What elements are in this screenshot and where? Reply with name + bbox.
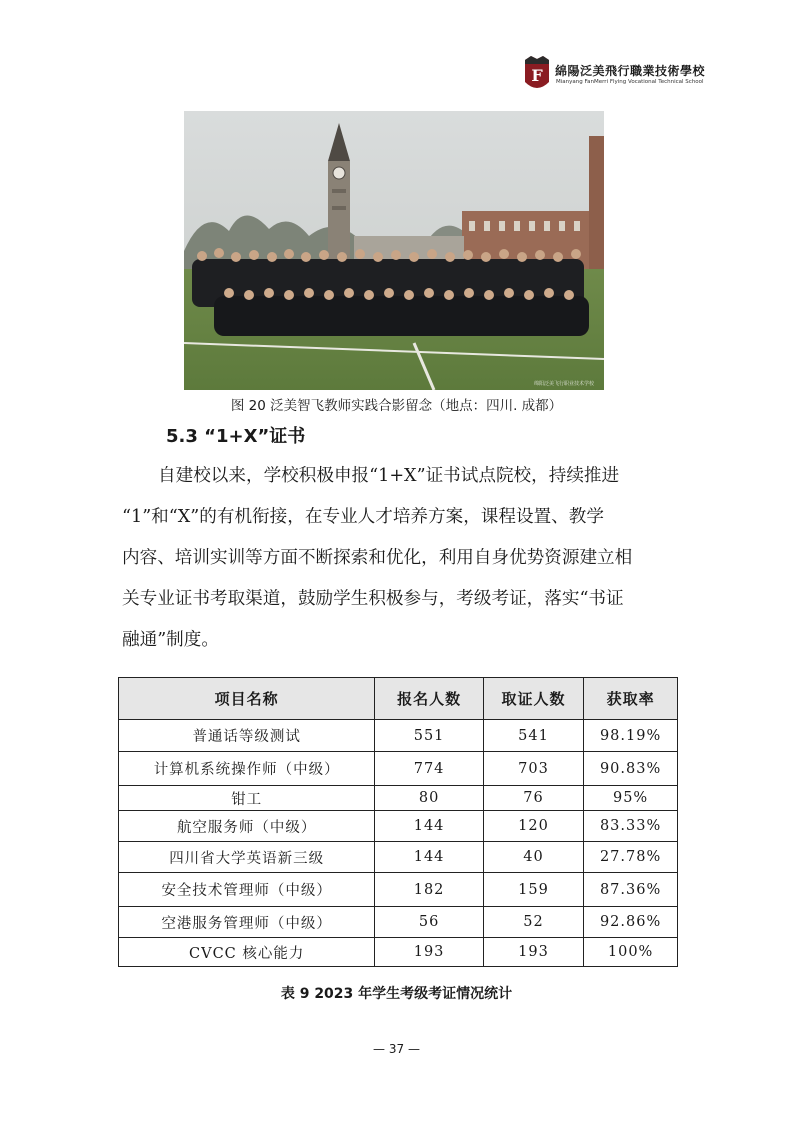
logo-letter: F: [531, 66, 543, 85]
school-logo-icon: [523, 56, 551, 94]
photo-watermark: 绵阳泛美飞行职业技术学校: [533, 381, 594, 387]
cell-registered: 182: [375, 873, 483, 907]
cell-rate: 83.33%: [584, 811, 678, 842]
group-photo: [184, 111, 604, 390]
school-name-en: Mianyang FanMerri Flying Vocational Technical School: [556, 79, 704, 85]
cell-project: 航空服务师（中级）: [119, 811, 375, 842]
cell-project: CVCC 核心能力: [119, 938, 375, 967]
cell-registered: 551: [375, 720, 483, 752]
cell-registered: 56: [375, 907, 483, 938]
table-row: [119, 842, 678, 873]
cell-certified: 703: [483, 752, 583, 786]
cell-certified: 120: [483, 811, 583, 842]
header-rate: 获取率: [584, 678, 678, 720]
paragraph-line: “1”和“X”的有机衔接，在专业人才培养方案，课程设置、教学: [122, 507, 604, 527]
cell-certified: 40: [483, 842, 583, 873]
cell-project: 空港服务管理师（中级）: [119, 907, 375, 938]
table-row: [119, 938, 678, 967]
cell-rate: 90.83%: [584, 752, 678, 786]
table-row: [119, 752, 678, 786]
page-number: — 37 —: [373, 1042, 420, 1056]
cell-certified: 76: [483, 786, 583, 811]
header-project-name: 项目名称: [119, 678, 375, 720]
cell-registered: 144: [375, 842, 483, 873]
cell-project: 安全技术管理师（中级）: [119, 873, 375, 907]
page-header: [523, 56, 706, 100]
cell-rate: 100%: [584, 938, 678, 967]
header-registered: 报名人数: [375, 678, 483, 720]
paragraph-line: 内容、培训实训等方面不断探索和优化，利用自身优势资源建立相: [122, 548, 633, 568]
header-certified: 取证人数: [483, 678, 583, 720]
table-row: [119, 907, 678, 938]
cell-registered: 80: [375, 786, 483, 811]
cell-registered: 774: [375, 752, 483, 786]
school-name-cn: 綿陽泛美飛行職業技術學校: [555, 64, 706, 78]
cell-registered: 193: [375, 938, 483, 967]
cell-certified: 193: [483, 938, 583, 967]
cell-certified: 159: [483, 873, 583, 907]
cell-certified: 52: [483, 907, 583, 938]
paragraph-line: 关专业证书考取渠道，鼓励学生积极参与，考级考证，落实“书证: [122, 589, 624, 609]
figure-caption: 图 20 泛美智飞教师实践合影留念（地点：四川. 成都）: [230, 398, 563, 414]
table-row: [119, 873, 678, 907]
table-row: [119, 811, 678, 842]
body-paragraph: [122, 456, 692, 661]
cell-rate: 27.78%: [584, 842, 678, 873]
cell-project: 四川省大学英语新三级: [119, 842, 375, 873]
paragraph-line: 自建校以来，学校积极申报“1+X”证书试点院校，持续推进: [158, 466, 620, 486]
cell-rate: 87.36%: [584, 873, 678, 907]
cell-registered: 144: [375, 811, 483, 842]
cell-rate: 92.86%: [584, 907, 678, 938]
cell-project: 钳工: [119, 786, 375, 811]
cell-project: 普通话等级测试: [119, 720, 375, 752]
cell-rate: 95%: [584, 786, 678, 811]
paragraph-line: 融通”制度。: [122, 630, 219, 650]
cell-certified: 541: [483, 720, 583, 752]
table-caption: 表 9 2023 年学生考级考证情况统计: [280, 986, 513, 1002]
table-row: [119, 720, 678, 752]
certificate-stats-table: [118, 677, 678, 967]
table-row: [119, 786, 678, 811]
cell-rate: 98.19%: [584, 720, 678, 752]
section-title: 5.3 “1+X”证书: [166, 426, 306, 447]
cell-project: 计算机系统操作师（中级）: [119, 752, 375, 786]
table-header-row: [119, 678, 678, 720]
